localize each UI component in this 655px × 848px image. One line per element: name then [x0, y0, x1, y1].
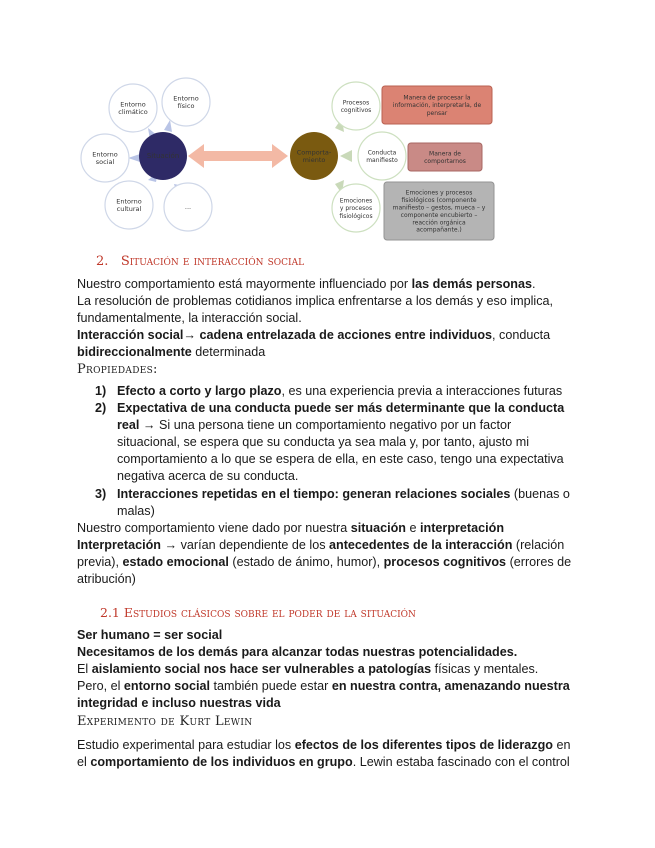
comportamiento-label: Comporta-miento: [296, 148, 332, 164]
property-2: 2) Expectativa de una conducta puede ser más determinante que la conducta: [95, 401, 565, 415]
left-node-label: Entorno cultural: [116, 197, 142, 213]
box-procesos-label: Manera de procesar la información, interpretarla, de pensar: [392, 94, 482, 117]
property-3: 3) Interacciones repetidas en el tiempo: generan relaciones sociales (buenas o: [95, 487, 570, 501]
s2-line-6: Nuestro comportamiento viene dado por nuestra situación e interpretación: [77, 521, 505, 535]
situation-behavior-diagram: [0, 0, 655, 250]
property-2-line-4: comportamiento a lo que se espera de ella, en este caso, tengo una expectativa: [117, 452, 564, 466]
s21-line-6: Estudio experimental para estudiar los efectos de los diferentes tipos de liderazgo en: [77, 738, 571, 752]
property-3-line-2: malas): [117, 504, 155, 518]
right-node-label: Procesos cognitivos: [340, 99, 372, 114]
s2-line-7: Interpretación → varían dependiente de los antecedentes de la interacción (relación: [77, 538, 565, 552]
left-node-label: Entorno social: [92, 150, 118, 166]
s2-line-2: La resolución de problemas cotidianos implica enfrentarse a los demás y eso implica,: [77, 294, 554, 308]
left-node-label: ...: [184, 203, 192, 212]
property-1: 1) Efecto a corto y largo plazo, es una experiencia previa a interacciones futuras: [95, 384, 563, 398]
section-2-1-heading: 2.1 Estudios clásicos sobre el poder de la situación: [100, 605, 416, 620]
right-node-label: Emociones y procesos fisiológicos: [339, 197, 373, 220]
s21-line-5: integridad e incluso nuestras vida: [77, 696, 281, 710]
situacion-label: Situación: [146, 152, 180, 161]
s21-line-2: Necesitamos de los demás para alcanzar todas nuestras potencialidades.: [77, 645, 518, 659]
s21-line-1: Ser humano = ser social: [77, 628, 223, 642]
property-2-line-2: real → Si una persona tiene un comportamiento negativo por un factor: [117, 418, 512, 432]
property-2-line-3: situacional, se espera que su conducta ya sea mala y, por tanto, ajusto mi: [117, 435, 530, 449]
s2-line-9: atribución): [77, 572, 136, 586]
s2-line-4: Interacción social→ cadena entrelazada de acciones entre individuos, conducta: [77, 328, 551, 342]
box-emociones-label: Emociones y procesos fisiológicos (componente manifiesto – gestos, mueca – y componente encubierto – reacción orgánica acompañante.): [392, 189, 486, 234]
s2-line-1: Nuestro comportamiento está mayormente influenciado por las demás personas.: [77, 277, 536, 291]
box-conducta-label: Manera de comportarnos: [424, 150, 466, 165]
s2-line-3: fundamentalmente, la interacción social.: [77, 311, 302, 325]
s21-line-7: el comportamiento de los individuos en grupo. Lewin estaba fascinado con el control: [77, 755, 570, 769]
s2-line-5: bidireccionalmente determinada: [77, 345, 266, 359]
left-node-label: Entorno climático: [118, 100, 148, 116]
s21-line-4: Pero, el entorno social también puede estar en nuestra contra, amenazando nuestra: [77, 679, 570, 693]
section-2-heading: 2. Situación e interacción social: [96, 254, 305, 269]
properties-label: Propiedades:: [77, 362, 158, 377]
s2-line-8: previa), estado emocional (estado de ánimo, humor), procesos cognitivos (errores de: [77, 555, 572, 569]
right-node-label: Conducta manifiesto: [366, 149, 398, 164]
left-node-label: Entorno físico: [173, 94, 199, 110]
experiment-label: Experimento de Kurt Lewin: [77, 714, 253, 729]
double-arrow-icon: [188, 144, 288, 168]
property-2-line-5: negativa acerca de su conducta.: [117, 469, 299, 483]
s21-line-3: El aislamiento social nos hace ser vulnerables a patologías físicas y mentales.: [77, 662, 539, 676]
